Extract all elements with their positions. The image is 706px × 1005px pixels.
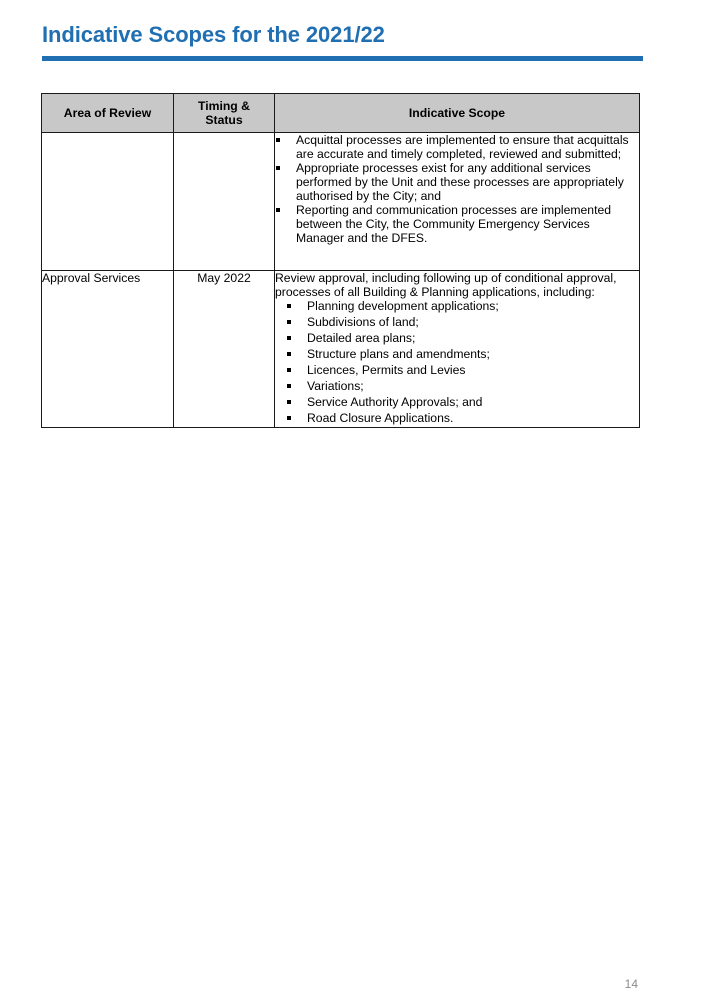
scope-cell xyxy=(275,271,640,428)
review-scope-table xyxy=(41,93,640,428)
list-item: Planning development applications; xyxy=(275,299,639,313)
scope-bullet-list xyxy=(275,299,639,425)
table-row xyxy=(42,271,640,428)
list-item: Road Closure Applications. xyxy=(275,411,639,425)
scope-cell xyxy=(275,133,640,271)
header-indicative-scope: Indicative Scope xyxy=(275,94,640,133)
list-item: Structure plans and amendments; xyxy=(275,347,639,361)
table-row xyxy=(42,133,640,271)
header-timing-status xyxy=(174,94,275,133)
list-item: Service Authority Approvals; and xyxy=(275,395,639,409)
scope-intro-text: Review approval, including following up of conditional approval, processes of all Building & Planning applications, including: xyxy=(275,271,617,299)
area-cell xyxy=(42,133,174,271)
list-item: Subdivisions of land; xyxy=(275,315,639,329)
list-item: Variations; xyxy=(275,379,639,393)
list-item: Appropriate processes exist for any additional services performed by the Unit and these processes are appropriately authorised by the City; and xyxy=(275,161,639,203)
area-cell: Approval Services xyxy=(42,271,174,428)
list-item: Licences, Permits and Levies xyxy=(275,363,639,377)
page-number: 14 xyxy=(624,977,638,991)
scope-bullet-list xyxy=(275,133,639,245)
header-timing-line2: Status xyxy=(205,113,243,127)
header-timing-line1: Timing & xyxy=(198,99,250,113)
title-underline xyxy=(42,56,643,61)
timing-cell: May 2022 xyxy=(174,271,275,428)
list-item: Detailed area plans; xyxy=(275,331,639,345)
table-header-row xyxy=(42,94,640,133)
page-title: Indicative Scopes for the 2021/22 xyxy=(42,22,385,47)
header-area-of-review: Area of Review xyxy=(42,94,174,133)
list-item: Reporting and communication processes are implemented between the City, the Community Emergency Services Manager and the DFES. xyxy=(275,203,639,245)
list-item: Acquittal processes are implemented to ensure that acquittals are accurate and timely completed, reviewed and submitted; xyxy=(275,133,639,161)
timing-cell xyxy=(174,133,275,271)
